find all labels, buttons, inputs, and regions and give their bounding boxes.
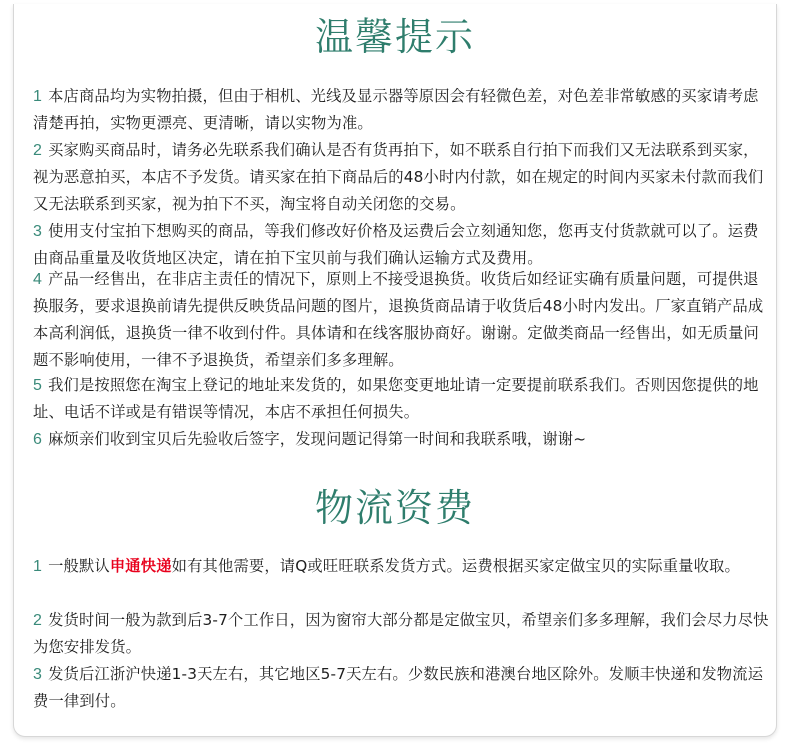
notice-item-2 [33,137,773,218]
notice-item-5 [33,372,773,426]
shipping-item-text-after: 如有其他需要，请Q或旺旺联系发货方式。运费根据买家定做宝贝的实际重量收取。 [171,557,740,575]
notice-item-6 [33,426,773,453]
shipping-item-3 [33,661,773,715]
shipping-item-number: 1 [33,558,43,575]
notice-item-text: 我们是按照您在淘宝上登记的地址来发货的，如果您变更地址请一定要提前联系我们。否则因您提供的地址、电话不详或是有错误等情况，本店不承担任何损失。 [33,376,759,421]
shipping-item-text-before: 一般默认 [48,557,110,575]
notice-item-3 [33,218,773,272]
notice-item-text: 使用支付宝拍下想购买的商品，等我们修改好价格及运费后会立刻通知您，您再支付货款就可以了。运费由商品重量及收货地区决定，请在拍下宝贝前与我们确认运输方式及费用。 [33,222,759,267]
notice-item-text: 麻烦亲们收到宝贝后先验收后签字，发现问题记得第一时间和我联系哦，谢谢~ [48,430,587,448]
notice-item-number: 1 [33,88,43,105]
notice-item-number: 6 [33,431,43,448]
shipping-item-1 [33,553,773,580]
shipping-item-text: 发货时间一般为款到后3-7个工作日，因为窗帘大部分都是定做宝贝，希望亲们多多理解，我们会尽力尽快为您安排发货。 [33,611,769,656]
shipping-item-2 [33,607,773,661]
notice-item-1 [33,83,773,137]
notice-item-number: 3 [33,223,43,240]
notice-title: 温馨提示 [314,15,475,59]
shipping-item-number: 2 [33,612,43,629]
shipping-item-text: 发货后江浙沪快递1-3天左右，其它地区5-7天左右。少数民族和港澳台地区除外。发顺丰快递和发物流运费一律到付。 [33,665,764,710]
notice-item-number: 4 [33,271,43,288]
notice-item-4 [33,266,773,374]
shipping-item-number: 3 [33,666,43,683]
notice-item-number: 2 [33,142,43,159]
notice-item-text: 买家购买商品时，请务必先联系我们确认是否有货再拍下，如不联系自行拍下而我们又无法联系到买家，视为恶意拍买，本店不予发货。请买家在拍下商品后的48小时内付款，如在规定的时间内买家未付款而我们又无法联系到买家，视为拍下不买，淘宝将自动关闭您的交易。 [33,141,764,213]
notice-item-number: 5 [33,377,43,394]
notice-item-text: 产品一经售出，在非店主责任的情况下，原则上不接受退换货。收货后如经证实确有质量问题，可提供退换服务，要求退换前请先提供反映货品问题的图片，退换货商品请于收货后48小时内发出。厂家直销产品成本高利润低，退换货一律不收到付件。具体请和在线客服协商好。谢谢。定做类商品一经售出，如无质量问题不影响使用，一律不予退换货，希望亲们多多理解。 [33,270,764,369]
courier-highlight: 申通快递 [109,557,172,575]
notice-item-text: 本店商品均为实物拍摄，但由于相机、光线及显示器等原因会有轻微色差，对色差非常敏感的买家请考虑清楚再拍，实物更漂亮、更清晰，请以实物为准。 [33,87,759,132]
shipping-title: 物流资费 [314,486,475,530]
